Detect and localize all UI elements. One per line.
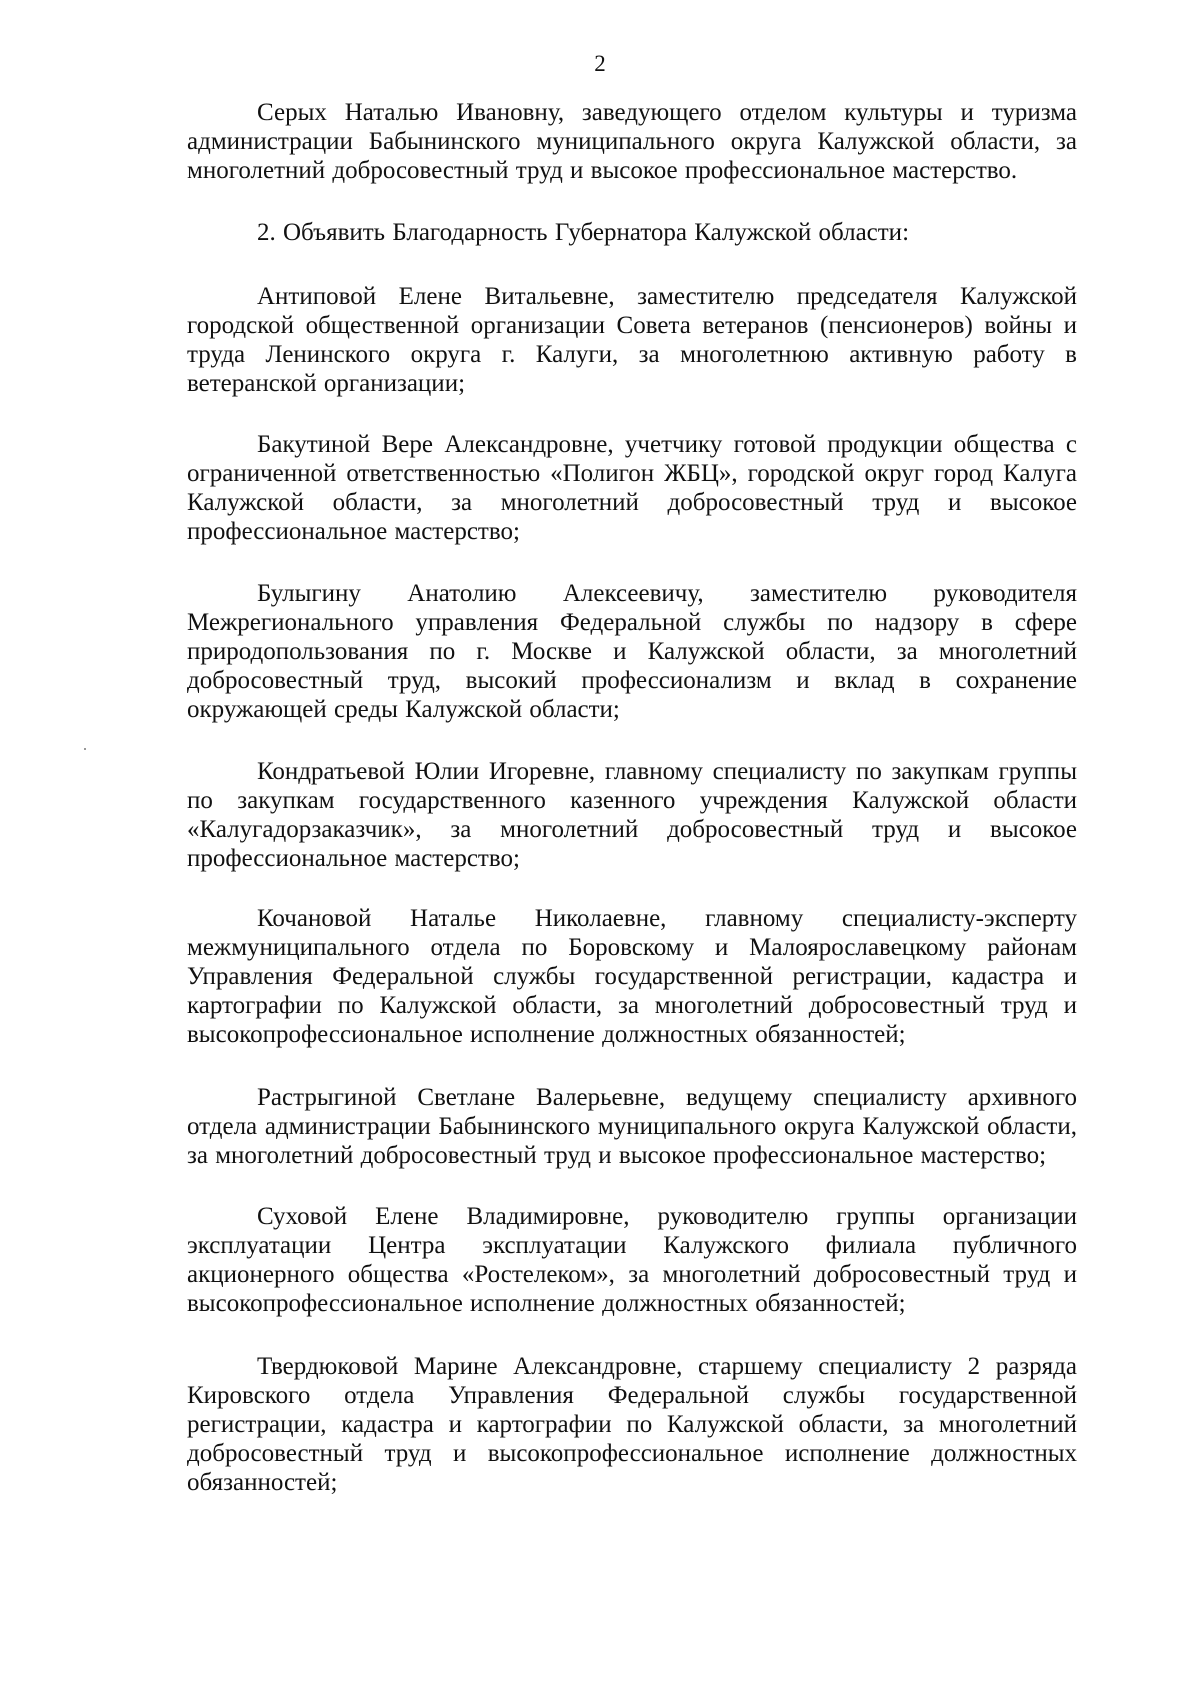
paragraph-kochanova: Кочановой Наталье Николаевне, главному специалисту-эксперту межмуниципального отдела по Боровскому и Малоярославецкому районам Управления Федеральной службы государственной регистрации, кадастра и картографии по Калужской области, за многолетний добросовестный труд и высокопрофессиональное исполнение должностных обязанностей; <box>187 905 1077 1048</box>
paragraph-kondratyeva: Кондратьевой Юлии Игоревне, главному специалисту по закупкам группы по закупкам государственного казенного учреждения Калужской области «Калугадорзаказчик», за многолетний добросовестный труд и высокое профессиональное мастерство; <box>187 758 1077 872</box>
paragraph-antipova: Антиповой Елене Витальевне, заместителю председателя Калужской городской общественной организации Совета ветеранов (пенсионеров) войны и труда Ленинского округа г. Калуги, за многолетнюю активную работу в ветеранской организации; <box>187 283 1077 397</box>
paragraph-tverdyukova: Твердюковой Марине Александровне, старшему специалисту 2 разряда Кировского отдела Управления Федеральной службы государственной регистрации, кадастра и картографии по Калужской области, за многолетний добросовестный труд и высокопрофессиональное исполнение должностных обязанностей; <box>187 1353 1077 1496</box>
scan-margin-mark <box>84 748 86 750</box>
page-number: 2 <box>594 51 606 76</box>
paragraph-bulygin: Булыгину Анатолию Алексеевичу, заместителю руководителя Межрегионального управления Федеральной службы по надзору в сфере природопользования по г. Москве и Калужской области, за многолетний добросовестный труд, высокий профессионализм и вклад в сохранение окружающей среды Калужской области; <box>187 580 1077 723</box>
paragraph-serykh: Серых Наталью Ивановну, заведующего отделом культуры и туризма администрации Бабынинского муниципального округа Калужской области, за многолетний добросовестный труд и высокое профессиональное мастерство. <box>187 99 1077 184</box>
paragraph-section-2-heading: 2. Объявить Благодарность Губернатора Калужской области: <box>257 219 910 246</box>
paragraph-rastrygina: Растрыгиной Светлане Валерьевне, ведущему специалисту архивного отдела администрации Бабынинского муниципального округа Калужской области, за многолетний добросовестный труд и высокое профессиональное мастерство; <box>187 1084 1077 1169</box>
paragraph-sukhova: Суховой Елене Владимировне, руководителю группы организации эксплуатации Центра эксплуатации Калужского филиала публичного акционерного общества «Ростелеком», за многолетний добросовестный труд и высокопрофессиональное исполнение должностных обязанностей; <box>187 1203 1077 1317</box>
paragraph-bakutina: Бакутиной Вере Александровне, учетчику готовой продукции общества с ограниченной ответственностью «Полигон ЖБЦ», городской округ город Калуга Калужской области, за многолетний добросовестный труд и высокое профессиональное мастерство; <box>187 431 1077 545</box>
